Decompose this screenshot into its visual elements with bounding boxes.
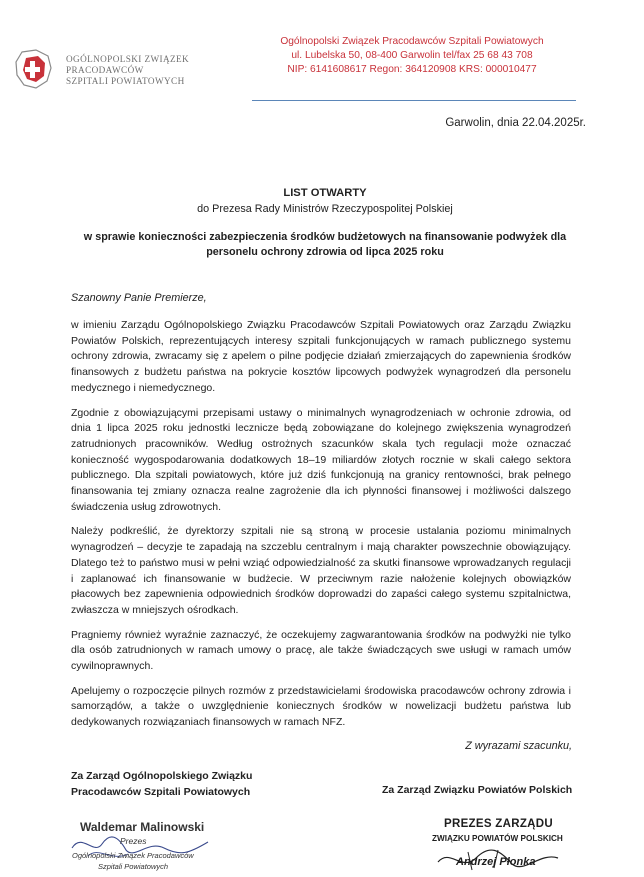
subject-line: personelu ochrony zdrowia od lipca 2025 roku [206, 246, 444, 258]
body-paragraph: Zgodnie z obowiązującymi przepisami ustawy o minimalnych wynagrodzeniach w ochronie zdrowia, od dnia 1 lipca 2025 roku jednostki lecznicze będą zobowiązane do kolejnego zwiększenia wynagrodzeń zatrudnionych pracowników. Według ostrożnych szacunków skala tych regulacji może oznaczać konieczność wygospodarowania dodatkowych 18–19 miliardów złotych rocznie w skali całego sektora publicznego. Dla szpitali powiatowych, które już dziś funkcjonują na granicy rentowności, brak pełnego finansowania tej zmiany oznacza realne zagrożenie dla ich płynności finansowej i możliwości dalszego świadczenia usług zdrowotnych. [71, 406, 571, 513]
header-divider [252, 100, 576, 101]
letter-title: LIST OTWARTY [283, 187, 367, 199]
left-stamp-org: Ogólnopolski Związek Pracodawców [72, 851, 194, 860]
letter-date: Garwolin, dnia 22.04.2025r. [445, 117, 586, 129]
body-paragraph: w imieniu Zarządu Ogólnopolskiego Związku Pracodawców Szpitali Powiatowych oraz Zarządu Związku Powiatów Polskich, reprezentujących interesy szpitali funkcjonujących w ramach publicznego systemu ochrony zdrowia, zwracamy się z apelem o pilne podjęcie działań zmierzających do zapewnienia środków finansowych z budżetu państwa na pokrycie kosztów lipcowych podwyżek wynagrodzeń dla personelu medycznego i niemedycznego. [71, 319, 571, 394]
org-name-line: OGÓLNOPOLSKI ZWIĄZEK [66, 54, 190, 64]
contact-block [262, 35, 562, 77]
body-paragraph: Należy podkreślić, że dyrektorzy szpitali nie są stroną w procesie ustalania poziomu minimalnych wynagrodzeń – decyzje te zapadają na szczeblu centralnym i mają charakter powszechnie obowiązujący. Dlatego też to państwo musi w pełni wziąć odpowiedzialność za skutki finansowe wprowadzanych regulacji i zaplanować ich finansowanie w budżecie. W przeciwnym razie nałożenie kolejnych obowiązków płacowych bez zapewnienia odpowiednich środków doprowadzi do zapaści całego systemu szpitalnictwa, zwłaszcza w mniejszych ośrodkach. [71, 525, 571, 616]
right-signature-stamp [428, 818, 578, 876]
contact-address: ul. Lubelska 50, 08-400 Garwolin tel/fax 25 68 43 708 [291, 50, 533, 61]
org-name-line: SZPITALI POWIATOWYCH [66, 76, 185, 86]
letter-addressee: do Prezesa Rady Ministrów Rzeczypospolitej Polskiej [197, 203, 453, 215]
title-block [60, 186, 590, 260]
contact-registry: NIP: 6141608617 Regon: 364120908 KRS: 000010477 [287, 64, 537, 75]
signatory-title-line: Pracodawców Szpitali Powiatowych [71, 786, 251, 798]
left-stamp-name: Waldemar Malinowski [80, 820, 205, 834]
contact-org-name: Ogólnopolski Związek Pracodawców Szpitali Powiatowych [280, 36, 544, 47]
subject-line: w sprawie konieczności zabezpieczenia środków budżetowych na finansowanie podwyżek dla [83, 231, 567, 243]
closing-phrase: Z wyrazami szacunku, [465, 740, 572, 752]
left-signatory-title [71, 768, 311, 800]
organization-logo-icon [14, 48, 54, 90]
org-name-logotype [66, 54, 206, 87]
body-paragraph: Pragniemy również wyraźnie zaznaczyć, że oczekujemy zagwarantowania środków na podwyżki nie tylko dla osób zatrudnionych w ramach umowy o pracę, ale także świadczących swe usługi w ramach umów cywilnoprawnych. [71, 628, 571, 673]
letter-subject [60, 230, 590, 260]
letter-body [71, 318, 571, 740]
org-name-line: PRACODAWCÓW [66, 65, 144, 75]
left-stamp-org: Szpitali Powiatowych [98, 862, 169, 871]
right-stamp-role: PREZES ZARZĄDU [444, 818, 553, 830]
left-stamp-role: Prezes [120, 836, 147, 846]
left-signature-stamp [58, 820, 223, 875]
salutation: Szanowny Panie Premierze, [71, 292, 207, 304]
right-signatory-title: Za Zarząd Związku Powiatów Polskich [382, 784, 573, 796]
right-stamp-org: ZWIĄZKU POWIATÓW POLSKICH [432, 834, 563, 843]
right-stamp-name: Andrzej Płonka [456, 856, 536, 868]
body-paragraph: Apelujemy o rozpoczęcie pilnych rozmów z przedstawicielami środowiska pracodawców ochrony zdrowia i samorządów, a także o uwzględnienie koniecznych środków w nowelizacji budżetu państwa lub dedykowanych rozwiązaniach finansowych w ramach NFZ. [71, 684, 571, 729]
signatory-title-line: Za Zarząd Ogólnopolskiego Związku [71, 770, 253, 782]
